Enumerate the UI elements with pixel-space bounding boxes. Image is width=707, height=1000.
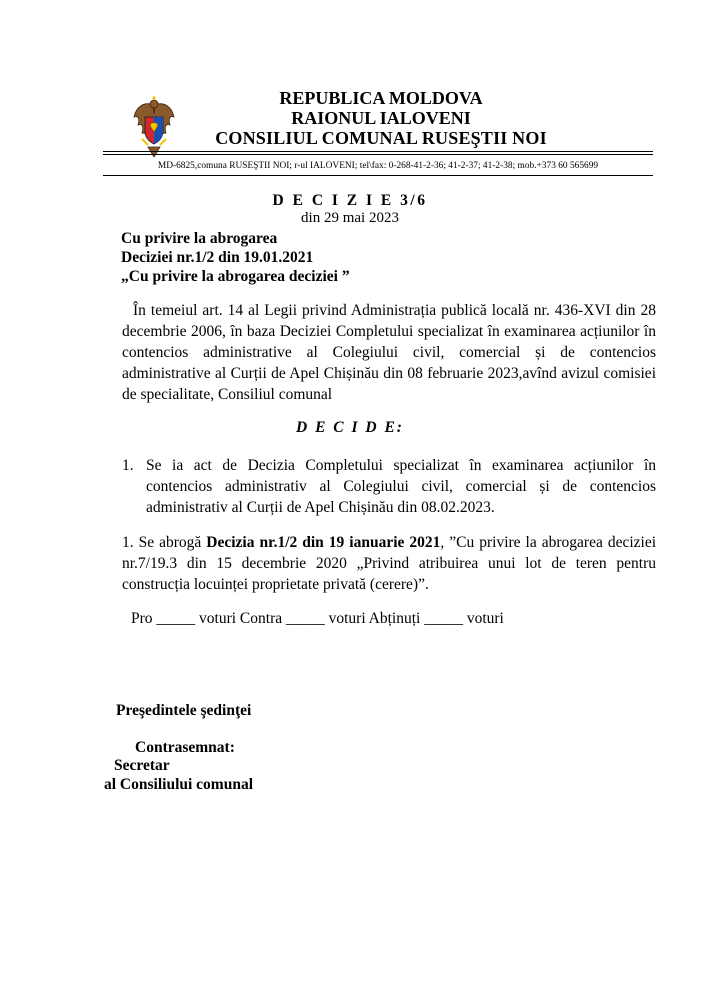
contact-info: MD-6825,comuna RUSEŞTII NOI; r-ul IALOVENI; tel\fax: 0-268-41-2-36; 41-2-37; 41-2-38; mob.+373 60 565699 (157, 161, 599, 171)
subject-line-3: „Cu privire la abrogarea deciziei ” (121, 268, 350, 285)
decision-item-1 (122, 455, 656, 518)
item-2-bold-reference: Decizia nr.1/2 din 19 ianuarie 2021 (206, 534, 441, 551)
decision-title: D E C I Z I E 3/6 (272, 192, 428, 209)
header-council: CONSILIUL COMUNAL RUSEŞTII NOI (215, 128, 547, 148)
decision-date: din 29 mai 2023 (301, 210, 399, 226)
coat-of-arms-icon (130, 95, 178, 159)
subject-line-1: Cu privire la abrogarea (121, 230, 278, 247)
countersigned-label: Contrasemnat: (135, 739, 235, 756)
item-1-text: Se ia act de Decizia Completului specializat în examinarea acțiunilor în contencios administrativ al Colegiului civil, comercial și de contencios administrativ al Curții de Apel Chișinău din 08.02.2023. (146, 457, 656, 516)
header-district: RAIONUL IALOVENI (291, 108, 471, 128)
secretary-label: Secretar (114, 757, 170, 774)
preamble-text: În temeiul art. 14 al Legii privind Administrația publică locală nr. 436-XVI din 28 decembrie 2006, în baza Deciziei Completului specializat în examinarea acțiunilor în contencios administrative al Colegiului civil, comercial și de contencios administrative al Curții de Apel Chișinău din 08 februarie 2023,avînd avizul comisiei de specialitate, Consiliul comunal (122, 302, 656, 403)
preamble-paragraph (122, 300, 656, 405)
item-2-number: 1. (122, 534, 134, 551)
header-rule-bottom (103, 154, 653, 155)
contact-rule (103, 175, 653, 176)
item-2-text-before: Se abrogă (138, 534, 207, 551)
header-country: REPUBLICA MOLDOVA (279, 88, 483, 108)
votes-line: Pro _____ voturi Contra _____ voturi Abținuți _____ voturi (131, 610, 504, 627)
president-signature-label: Preşedintele şedinţei (116, 702, 252, 719)
item-1-number: 1. (122, 457, 134, 474)
item-2-text-after: , ”Cu privire la abrogarea deciziei nr.7/19.3 din 15 decembrie 2020 „Privind atribuirea unui lot de teren pentru construcția locuinței proprietate privată (cerere)”. (122, 534, 657, 593)
subject-line-2: Deciziei nr.1/2 din 19.01.2021 (121, 249, 314, 266)
header-rule-top (103, 151, 653, 152)
decision-item-2 (122, 532, 656, 595)
decide-heading: D E C I D E: (296, 419, 404, 436)
council-label: al Consiliului comunal (104, 776, 254, 793)
